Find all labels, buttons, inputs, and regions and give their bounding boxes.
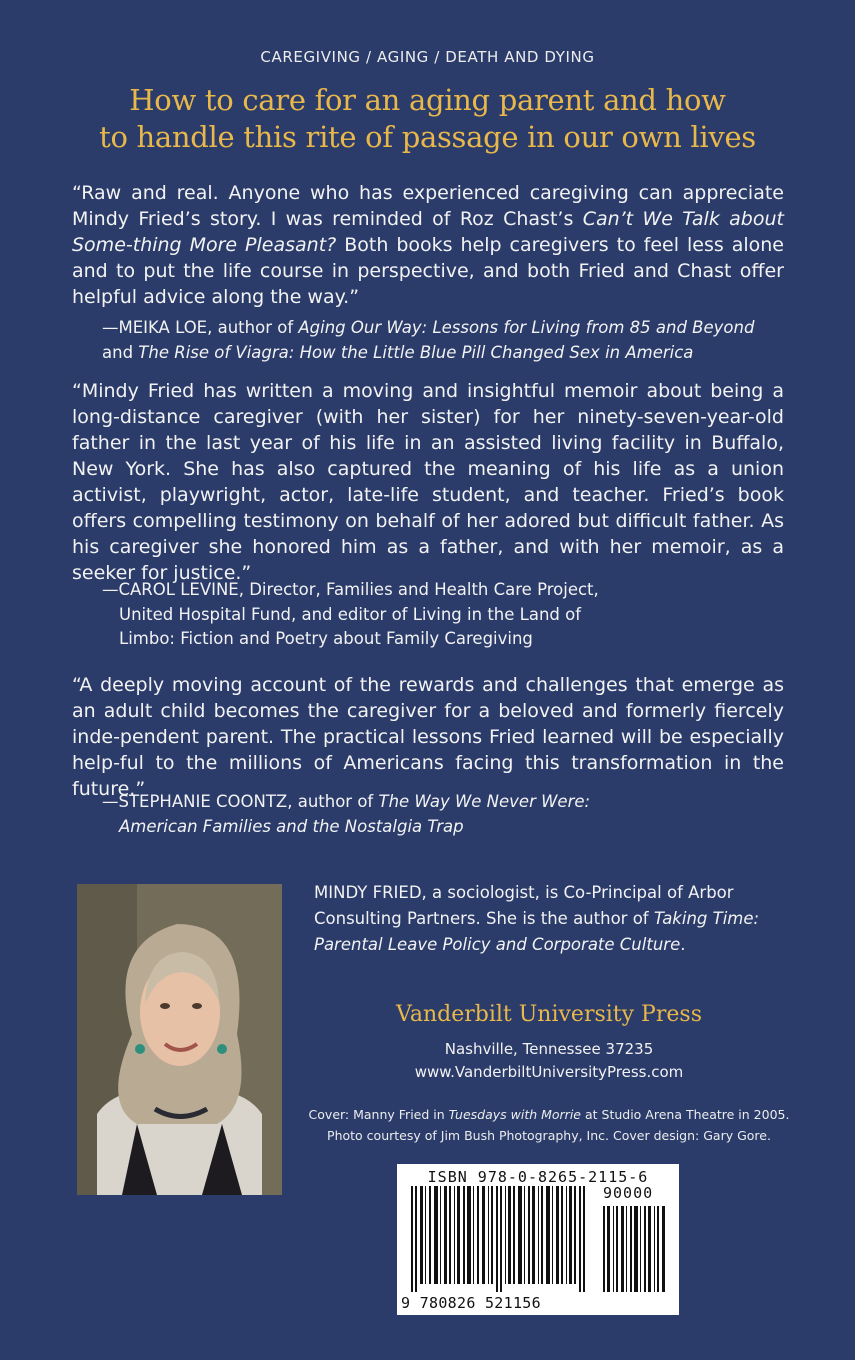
credit-suffix: at Studio Arena Theatre in 2005. [581, 1107, 790, 1122]
credit-line-2: Photo courtesy of Jim Bush Photography, Inc. Cover design: Gary Gore. [327, 1128, 771, 1143]
author-photo [77, 884, 282, 1195]
quote-2-attr-line-1: —CAROL LEVINE, Director, Families and Health Care Project, [102, 580, 599, 599]
blurb-quote-3: “A deeply moving account of the rewards and challenges that emerge as an adult child becomes the caregiver for a beloved and formerly fiercely inde-pendent parent. The practical lessons Fried learned will be especially help-ful to the millions of Americans facing this transformation in the future.” [72, 674, 784, 800]
credit-prefix: Cover: Manny Fried in [308, 1107, 449, 1122]
category-line: CAREGIVING / AGING / DEATH AND DYING [260, 48, 595, 66]
author-bio [314, 880, 784, 958]
quote-1-text-b: Both books help caregivers to feel less alone and to put the life course in perspective, and both Fried and Chast offer helpful advice along the way.” [72, 234, 784, 308]
isbn-barcode [397, 1164, 679, 1315]
quote-2-attr-line-2: United Hospital Fund, and editor of Living in the Land of [119, 604, 582, 624]
blurb-quote-1 [72, 180, 784, 310]
quote-3-attribution [102, 790, 802, 839]
quote-1-attr-and: and [102, 342, 139, 362]
publisher-url[interactable]: www.VanderbiltUniversityPress.com [414, 1063, 684, 1081]
quote-1-attr-prefix: — [102, 318, 119, 337]
cover-credits [304, 1104, 794, 1146]
publisher-name: Vanderbilt University Press [396, 1002, 702, 1027]
price-code: 90000 [603, 1184, 654, 1202]
quote-1-text-a: “Raw and real. Anyone who has experienced caregiving can appreciate Mindy Fried’s story. I was reminded of Roz Chast’s [72, 182, 784, 230]
headline [60, 82, 795, 156]
credit-play: Tuesdays with Morrie [448, 1107, 581, 1122]
addon-barcode-bars [603, 1206, 667, 1292]
quote-2-attr-line-3: Limbo: Fiction and Poetry about Family Caregiving [119, 629, 533, 648]
ean-barcode-bars [411, 1186, 591, 1292]
quote-3-attr-book-1: The Way We Never Were: [378, 792, 591, 811]
quote-1-attr-book-1: Aging Our Way: Lessons for Living from 85 and Beyond [298, 318, 755, 337]
ean-digits: 9 780826 521156 [401, 1294, 541, 1312]
isbn-number: ISBN 978-0-8265-2115-6 [427, 1168, 649, 1186]
quote-1-attribution [102, 316, 802, 365]
quote-2-attribution [102, 578, 802, 652]
quote-1-attr-mid: , author of [207, 318, 299, 337]
quote-3-attr-prefix: —STEPHANIE COONTZ, author of [102, 792, 379, 811]
publisher-address [314, 1038, 784, 1084]
author-name: MINDY FRIED [314, 883, 422, 902]
publisher-city: Nashville, Tennessee 37235 [444, 1040, 654, 1058]
author-bio-end: . [680, 935, 686, 954]
author-prev-book: Taking Time: Parental Leave Policy and Corporate Culture [314, 909, 760, 954]
author-bio-text: , a sociologist, is Co-Principal of Arbor Consulting Partners. She is the author of [314, 883, 734, 928]
headline-line-1: How to care for an aging parent and how [129, 83, 726, 117]
headline-line-2: to handle this rite of passage in our own lives [99, 120, 756, 154]
blurb-quote-2: “Mindy Fried has written a moving and insightful memoir about being a long-distance caregiver (with her sister) for her ninety-seven-year-old father in the last year of his life in an assisted living facility in Buffalo, New York. She has also captured the meaning of his life as a union activist, playwright, actor, late-life student, and teacher. Fried’s book offers compelling testimony on behalf of her adored but difficult father. As his caregiver she honored him as a father, and with her memoir, as a seeker for justice.” [72, 380, 784, 584]
quote-1-book: Can’t We Talk about Some-thing More Pleasant? [72, 208, 784, 256]
author-portrait-illustration [77, 884, 282, 1195]
quote-3-attr-book-2: American Families and the Nostalgia Trap [119, 816, 464, 836]
quote-1-attr-book-2: The Rise of Viagra: How the Little Blue Pill Changed Sex in America [138, 342, 694, 362]
quote-1-attr-name: MEIKA LOE [118, 318, 208, 337]
